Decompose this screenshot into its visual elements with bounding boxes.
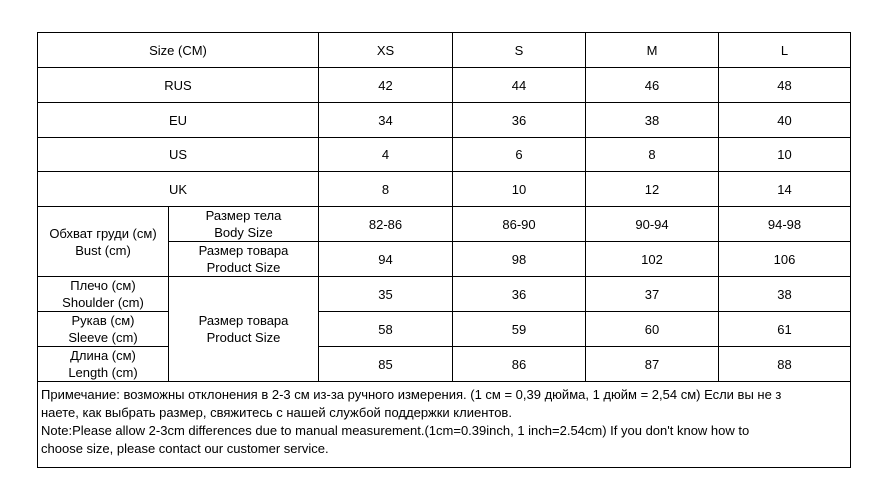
note-row (38, 382, 851, 468)
us-s: 6 (453, 138, 586, 172)
body-size-label-en: Body Size (214, 225, 273, 240)
garment-product-label-en: Product Size (206, 330, 281, 345)
eu-l: 40 (719, 103, 851, 138)
uk-l: 14 (719, 172, 851, 207)
bust-product-l: 106 (719, 242, 851, 277)
uk-label: UK (38, 172, 319, 207)
size-s-header: S (453, 33, 586, 68)
bust-body-s: 86-90 (453, 207, 586, 242)
eu-s: 36 (453, 103, 586, 138)
length-m: 87 (586, 347, 719, 382)
garment-product-label-ru: Размер товара (198, 313, 289, 328)
note-en-line-1: Note:Please allow 2-3cm differences due to manual measurement.(1cm=0.39inch, 1 inch=2.54cm) If you don't know how to (41, 423, 750, 438)
header-row (38, 33, 851, 68)
us-row (38, 138, 851, 172)
length-label-en: Length (cm) (68, 365, 138, 380)
shoulder-label-ru: Плечо (см) (70, 278, 136, 293)
shoulder-label (38, 277, 169, 312)
bust-body-m: 90-94 (586, 207, 719, 242)
note-ru-line-2: наете, как выбрать размер, свяжитесь с нашей службой поддержки клиентов. (41, 405, 512, 420)
size-m-header: M (586, 33, 719, 68)
eu-xs: 34 (319, 103, 453, 138)
eu-m: 38 (586, 103, 719, 138)
sleeve-s: 59 (453, 312, 586, 347)
bust-label-ru: Обхват груди (см) (49, 225, 157, 241)
garment-product-size-label (169, 277, 319, 382)
body-size-label-ru: Размер тела (205, 208, 282, 223)
shoulder-l: 38 (719, 277, 851, 312)
us-xs: 4 (319, 138, 453, 172)
sleeve-label-ru: Рукав (см) (71, 313, 135, 328)
shoulder-row (38, 277, 851, 312)
uk-s: 10 (453, 172, 586, 207)
us-label: US (38, 138, 319, 172)
rus-row (38, 68, 851, 103)
length-row (38, 347, 851, 382)
eu-label: EU (38, 103, 319, 138)
rus-m: 46 (586, 68, 719, 103)
length-s: 86 (453, 347, 586, 382)
bust-product-size-label (169, 242, 319, 277)
body-size-label (169, 207, 319, 242)
bust-body-xs: 82-86 (319, 207, 453, 242)
shoulder-m: 37 (586, 277, 719, 312)
sleeve-label-en: Sleeve (cm) (68, 330, 138, 345)
length-label (38, 347, 169, 382)
size-l-header: L (719, 33, 851, 68)
sleeve-xs: 58 (319, 312, 453, 347)
shoulder-label-en: Shoulder (cm) (62, 295, 144, 310)
size-xs-header: XS (319, 33, 453, 68)
shoulder-s: 36 (453, 277, 586, 312)
sleeve-label (38, 312, 169, 347)
bust-label-en: Bust (cm) (75, 242, 131, 258)
bust-body-l: 94-98 (719, 207, 851, 242)
uk-row (38, 172, 851, 207)
size-header-label: Size (CM) (38, 33, 319, 68)
bust-product-label-ru: Размер товара (198, 243, 289, 258)
bust-body-row (38, 207, 851, 242)
bust-product-m: 102 (586, 242, 719, 277)
sleeve-l: 61 (719, 312, 851, 347)
size-chart-table (37, 32, 851, 468)
length-l: 88 (719, 347, 851, 382)
rus-xs: 42 (319, 68, 453, 103)
note-cell (38, 382, 851, 468)
rus-label: RUS (38, 68, 319, 103)
bust-label (38, 207, 169, 277)
length-xs: 85 (319, 347, 453, 382)
note-en-line-2: choose size, please contact our customer service. (41, 441, 329, 456)
note-ru-line-1: Примечание: возможны отклонения в 2-3 см из-за ручного измерения. (1 см = 0,39 дюйма, 1 дюйм = 2,54 см) Если вы не з (41, 387, 782, 402)
us-m: 8 (586, 138, 719, 172)
sleeve-m: 60 (586, 312, 719, 347)
uk-xs: 8 (319, 172, 453, 207)
shoulder-xs: 35 (319, 277, 453, 312)
rus-s: 44 (453, 68, 586, 103)
bust-product-label-en: Product Size (206, 260, 281, 275)
eu-row (38, 103, 851, 138)
sleeve-row (38, 312, 851, 347)
us-l: 10 (719, 138, 851, 172)
bust-product-s: 98 (453, 242, 586, 277)
uk-m: 12 (586, 172, 719, 207)
rus-l: 48 (719, 68, 851, 103)
bust-product-xs: 94 (319, 242, 453, 277)
length-label-ru: Длина (см) (70, 348, 136, 363)
